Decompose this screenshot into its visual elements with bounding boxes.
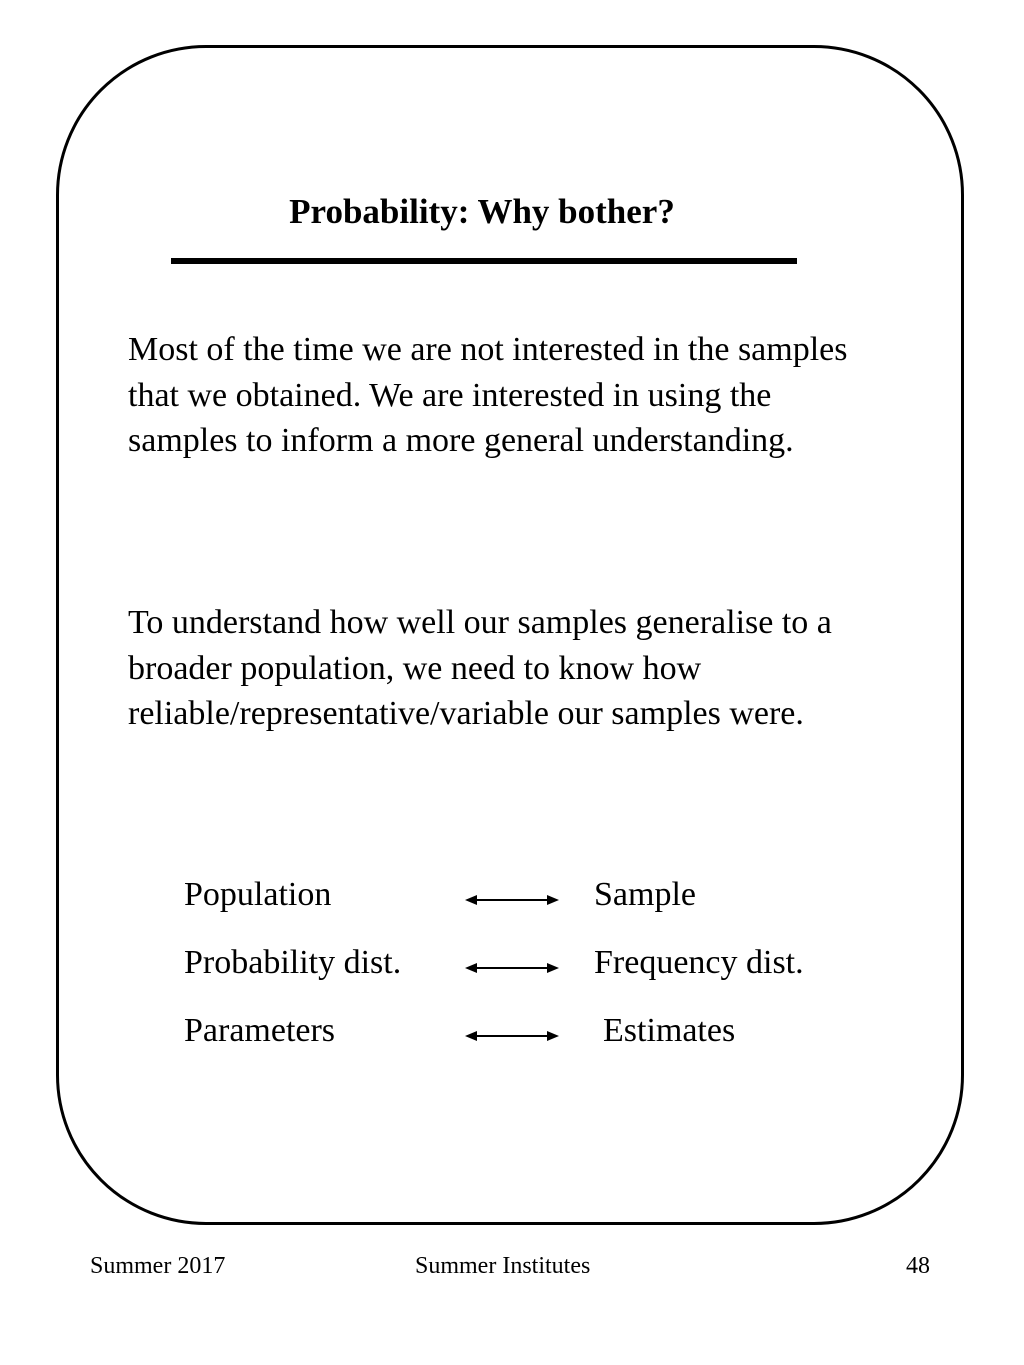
footer-date: Summer 2017 bbox=[90, 1253, 226, 1279]
page-number: 48 bbox=[906, 1253, 930, 1279]
paragraph-1: Most of the time we are not interested in the samples that we obtained. We are interested in using the samples to inform a more general understanding. bbox=[128, 331, 848, 459]
pair-right: Sample bbox=[594, 876, 696, 913]
double-arrow-icon bbox=[465, 962, 559, 974]
pair-right: Frequency dist. bbox=[594, 944, 804, 981]
paragraph-2: To understand how well our samples generalise to a broader population, we need to know how reliable/representative/variable our samples were. bbox=[128, 604, 832, 732]
slide-title: Probability: Why bother? bbox=[289, 192, 675, 231]
pair-left: Parameters bbox=[184, 1012, 336, 1049]
double-arrow-icon bbox=[465, 894, 559, 906]
pair-left: Population bbox=[184, 876, 332, 913]
pair-right: Estimates bbox=[603, 1012, 736, 1049]
double-arrow-icon bbox=[465, 1030, 559, 1042]
title-divider bbox=[171, 258, 797, 264]
footer-title: Summer Institutes bbox=[415, 1253, 591, 1279]
pair-row bbox=[0, 944, 1024, 988]
pair-row bbox=[0, 1012, 1024, 1056]
pair-left: Probability dist. bbox=[184, 944, 402, 981]
pair-row bbox=[0, 876, 1024, 920]
